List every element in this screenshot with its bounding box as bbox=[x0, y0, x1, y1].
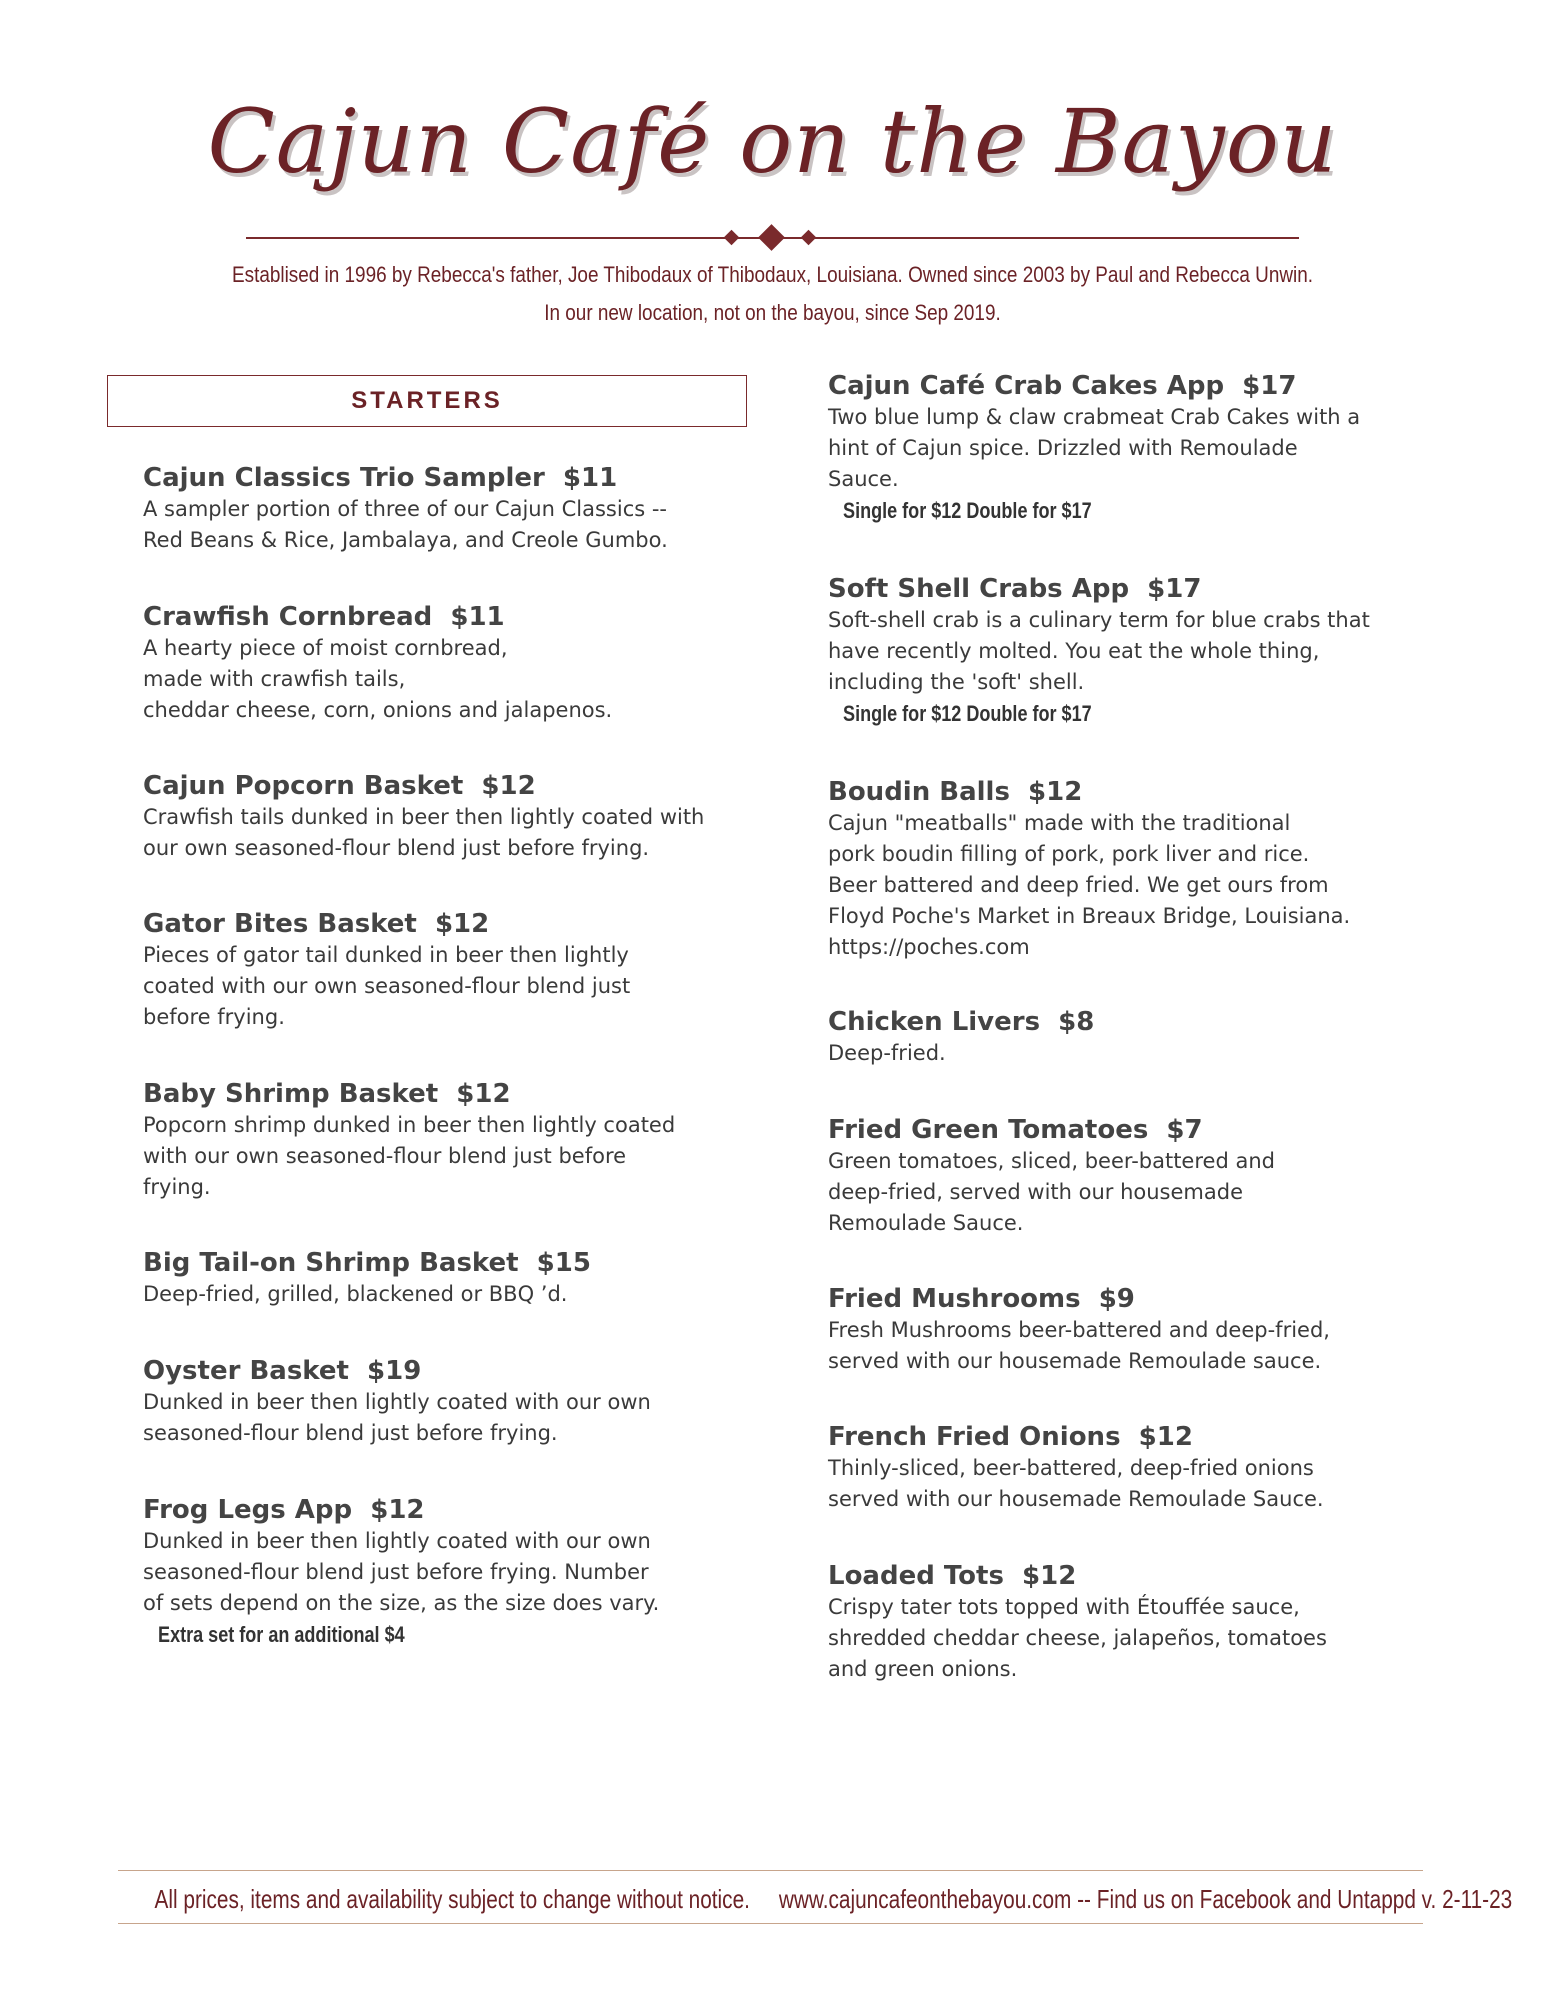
menu-item-title: Fried Green Tomatoes $7 bbox=[828, 1115, 1203, 1145]
menu-item-description: Thinly-sliced, beer-battered, deep-fried onions served with our housemade Remoulade Sauce. bbox=[828, 1456, 1324, 1511]
menu-item-description: Dunked in beer then lightly coated with our own seasoned-flour blend just before frying. Number of sets depend on the size, as the size does vary. bbox=[143, 1529, 660, 1615]
divider-diamond-left bbox=[724, 230, 740, 246]
menu-item-description: Crawfish tails dunked in beer then lightly coated with our own seasoned-flour blend just before frying. bbox=[143, 805, 705, 860]
menu-item bbox=[143, 1247, 763, 1310]
menu-item bbox=[828, 1283, 1448, 1377]
menu-item-title: Cajun Café Crab Cakes App $17 bbox=[828, 371, 1297, 401]
divider-diamond-center bbox=[758, 224, 785, 251]
establishment-note bbox=[108, 256, 1437, 332]
menu-item-title: Boudin Balls $12 bbox=[828, 777, 1083, 807]
menu-item bbox=[143, 1355, 763, 1449]
menu-item bbox=[828, 1006, 1448, 1069]
menu-item-title: Oyster Basket $19 bbox=[143, 1356, 422, 1386]
menu-item-description: Two blue lump & claw crabmeat Crab Cakes with a hint of Cajun spice. Drizzled with Remoulade Sauce. bbox=[828, 405, 1361, 491]
menu-item bbox=[143, 908, 763, 1033]
menu-item bbox=[828, 1560, 1448, 1685]
menu-item bbox=[143, 601, 763, 726]
menu-item bbox=[828, 573, 1448, 730]
menu-item-title: Loaded Tots $12 bbox=[828, 1561, 1077, 1591]
menu-item-description: Soft-shell crab is a culinary term for blue crabs that have recently molted. You eat the whole thing, including the 'soft' shell. bbox=[828, 608, 1370, 694]
footer-note: All prices, items and availability subject to change without notice. www.cajuncafeonthebayou.com -- Find us on Facebook and Untappd v. 2-11-23 bbox=[154, 1884, 1513, 1914]
menu-item-title: Cajun Popcorn Basket $12 bbox=[143, 771, 536, 801]
menu-item bbox=[828, 1114, 1448, 1239]
menu-item-title: Cajun Classics Trio Sampler $11 bbox=[143, 463, 618, 493]
footer-rule-top bbox=[118, 1870, 1423, 1871]
menu-item-title: Baby Shrimp Basket $12 bbox=[143, 1079, 511, 1109]
menu-item-note: Single for $12 Double for $17 bbox=[828, 498, 1092, 523]
menu-item bbox=[828, 776, 1448, 963]
menu-item-note: Single for $12 Double for $17 bbox=[828, 701, 1092, 726]
menu-item-title: Gator Bites Basket $12 bbox=[143, 909, 490, 939]
menu-item bbox=[143, 1078, 763, 1203]
divider-diamond-right bbox=[801, 230, 817, 246]
menu-item-description: A sampler portion of three of our Cajun Classics -- Red Beans & Rice, Jambalaya, and Creole Gumbo. bbox=[143, 497, 668, 552]
menu-item-description: A hearty piece of moist cornbread, made with crawfish tails, cheddar cheese, corn, onions and jalapenos. bbox=[143, 636, 613, 722]
menu-item-title: Crawfish Cornbread $11 bbox=[143, 602, 505, 632]
menu-item bbox=[828, 370, 1448, 527]
menu-item-description: Fresh Mushrooms beer-battered and deep-fried, served with our housemade Remoulade sauce. bbox=[828, 1318, 1330, 1373]
menu-item-note: Extra set for an additional $4 bbox=[143, 1622, 405, 1647]
menu-item-description: Green tomatoes, sliced, beer-battered and deep-fried, served with our housemade Remoulade Sauce. bbox=[828, 1149, 1275, 1235]
menu-item-description: Deep-fried, grilled, blackened or BBQ ’d. bbox=[143, 1282, 568, 1306]
menu-item-description: Popcorn shrimp dunked in beer then lightly coated with our own seasoned-flour blend just before frying. bbox=[143, 1113, 676, 1199]
menu-item-title: Big Tail-on Shrimp Basket $15 bbox=[143, 1248, 591, 1278]
menu-item bbox=[143, 462, 763, 556]
menu-item-description: Deep-fried. bbox=[828, 1041, 946, 1065]
establishment-line-1: Establised in 1996 by Rebecca's father, Joe Thibodaux of Thibodaux, Louisiana. Owned since 2003 by Paul and Rebecca Unwin. bbox=[231, 262, 1313, 287]
menu-item-title: Frog Legs App $12 bbox=[143, 1495, 425, 1525]
establishment-line-2: In our new location, not on the bayou, since Sep 2019. bbox=[544, 300, 1001, 325]
menu-item-description: Dunked in beer then lightly coated with our own seasoned-flour blend just before frying. bbox=[143, 1390, 651, 1445]
menu-item-title: Soft Shell Crabs App $17 bbox=[828, 574, 1202, 604]
menu-item bbox=[828, 1421, 1448, 1515]
menu-item bbox=[143, 770, 763, 864]
menu-item-title: Chicken Livers $8 bbox=[828, 1007, 1095, 1037]
menu-item-description: Cajun "meatballs" made with the traditional pork boudin filling of pork, pork liver and rice. Beer battered and deep fried. We get ours from Floyd Poche's Market in Breaux Bridge, Louisiana. https://poches.com bbox=[828, 811, 1351, 959]
footer-rule-bottom bbox=[118, 1923, 1423, 1924]
menu-item-description: Crispy tater tots topped with Étouffée sauce, shredded cheddar cheese, jalapeños, tomatoes and green onions. bbox=[828, 1595, 1327, 1681]
menu-item bbox=[143, 1494, 763, 1651]
section-heading-starters: STARTERS bbox=[107, 375, 747, 427]
menu-item-description: Pieces of gator tail dunked in beer then lightly coated with our own seasoned-flour blend just before frying. bbox=[143, 943, 631, 1029]
menu-item-title: French Fried Onions $12 bbox=[828, 1422, 1193, 1452]
menu-item-title: Fried Mushrooms $9 bbox=[828, 1284, 1135, 1314]
page-title: Cajun Café on the Bayou bbox=[207, 90, 1338, 193]
